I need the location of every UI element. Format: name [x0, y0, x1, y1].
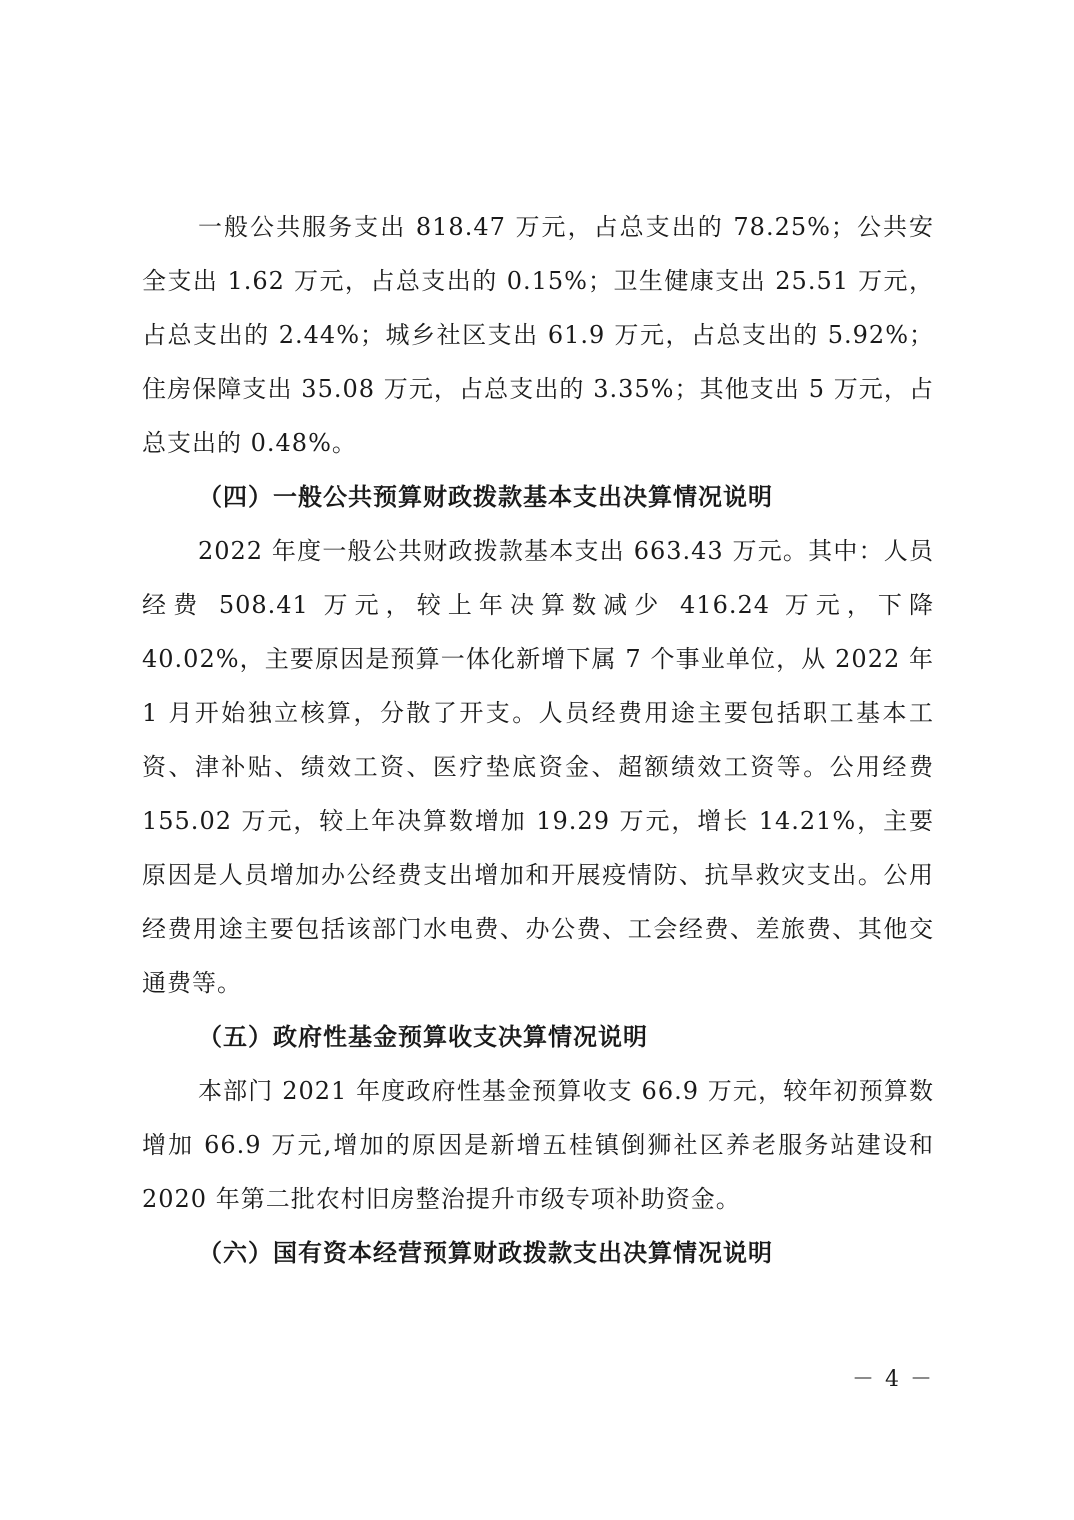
section-heading-6: （六）国有资本经营预算财政拨款支出决算情况说明	[198, 1238, 773, 1267]
document-body	[142, 200, 934, 1280]
paragraph-basic-expenditure: 2022 年度一般公共财政拨款基本支出 663.43 万元。其中：人员经费 508.41 万元，较上年决算数减少 416.24 万元，下降 40.02%，主要原因是预算一体化新增下属 7 个事业单位，从 2022 年 1 月开始独立核算，分散了开支。人员经费用途主要包括职工基本工资、津补贴、绩效工资、医疗垫底资金、超额绩效工资等。公用经费 155.02 万元，较上年决算数增加 19.29 万元，增长 14.21%，主要原因是人员增加办公经费支出增加和开展疫情防、抗旱救灾支出。公用经费用途主要包括该部门水电费、办公费、工会经费、差旅费、其他交通费等。	[142, 537, 934, 997]
paragraph-government-fund: 本部门 2021 年度政府性基金预算收支 66.9 万元，较年初预算数增加 66.9 万元,增加的原因是新增五桂镇倒狮社区养老服务站建设和 2020 年第二批农村旧房整治提升市级专项补助资金。	[142, 1077, 934, 1213]
page-number: － 4 －	[852, 1367, 934, 1392]
section-heading-4: （四）一般公共预算财政拨款基本支出决算情况说明	[198, 482, 773, 511]
paragraph-expenditure-breakdown: 一般公共服务支出 818.47 万元，占总支出的 78.25%；公共安全支出 1.62 万元，占总支出的 0.15%；卫生健康支出 25.51 万元，占总支出的 2.44%；城乡社区支出 61.9 万元，占总支出的 5.92%；住房保障支出 35.08 万元，占总支出的 3.35%；其他支出 5 万元，占总支出的 0.48%。	[142, 213, 934, 457]
section-heading-5: （五）政府性基金预算收支决算情况说明	[198, 1022, 648, 1051]
